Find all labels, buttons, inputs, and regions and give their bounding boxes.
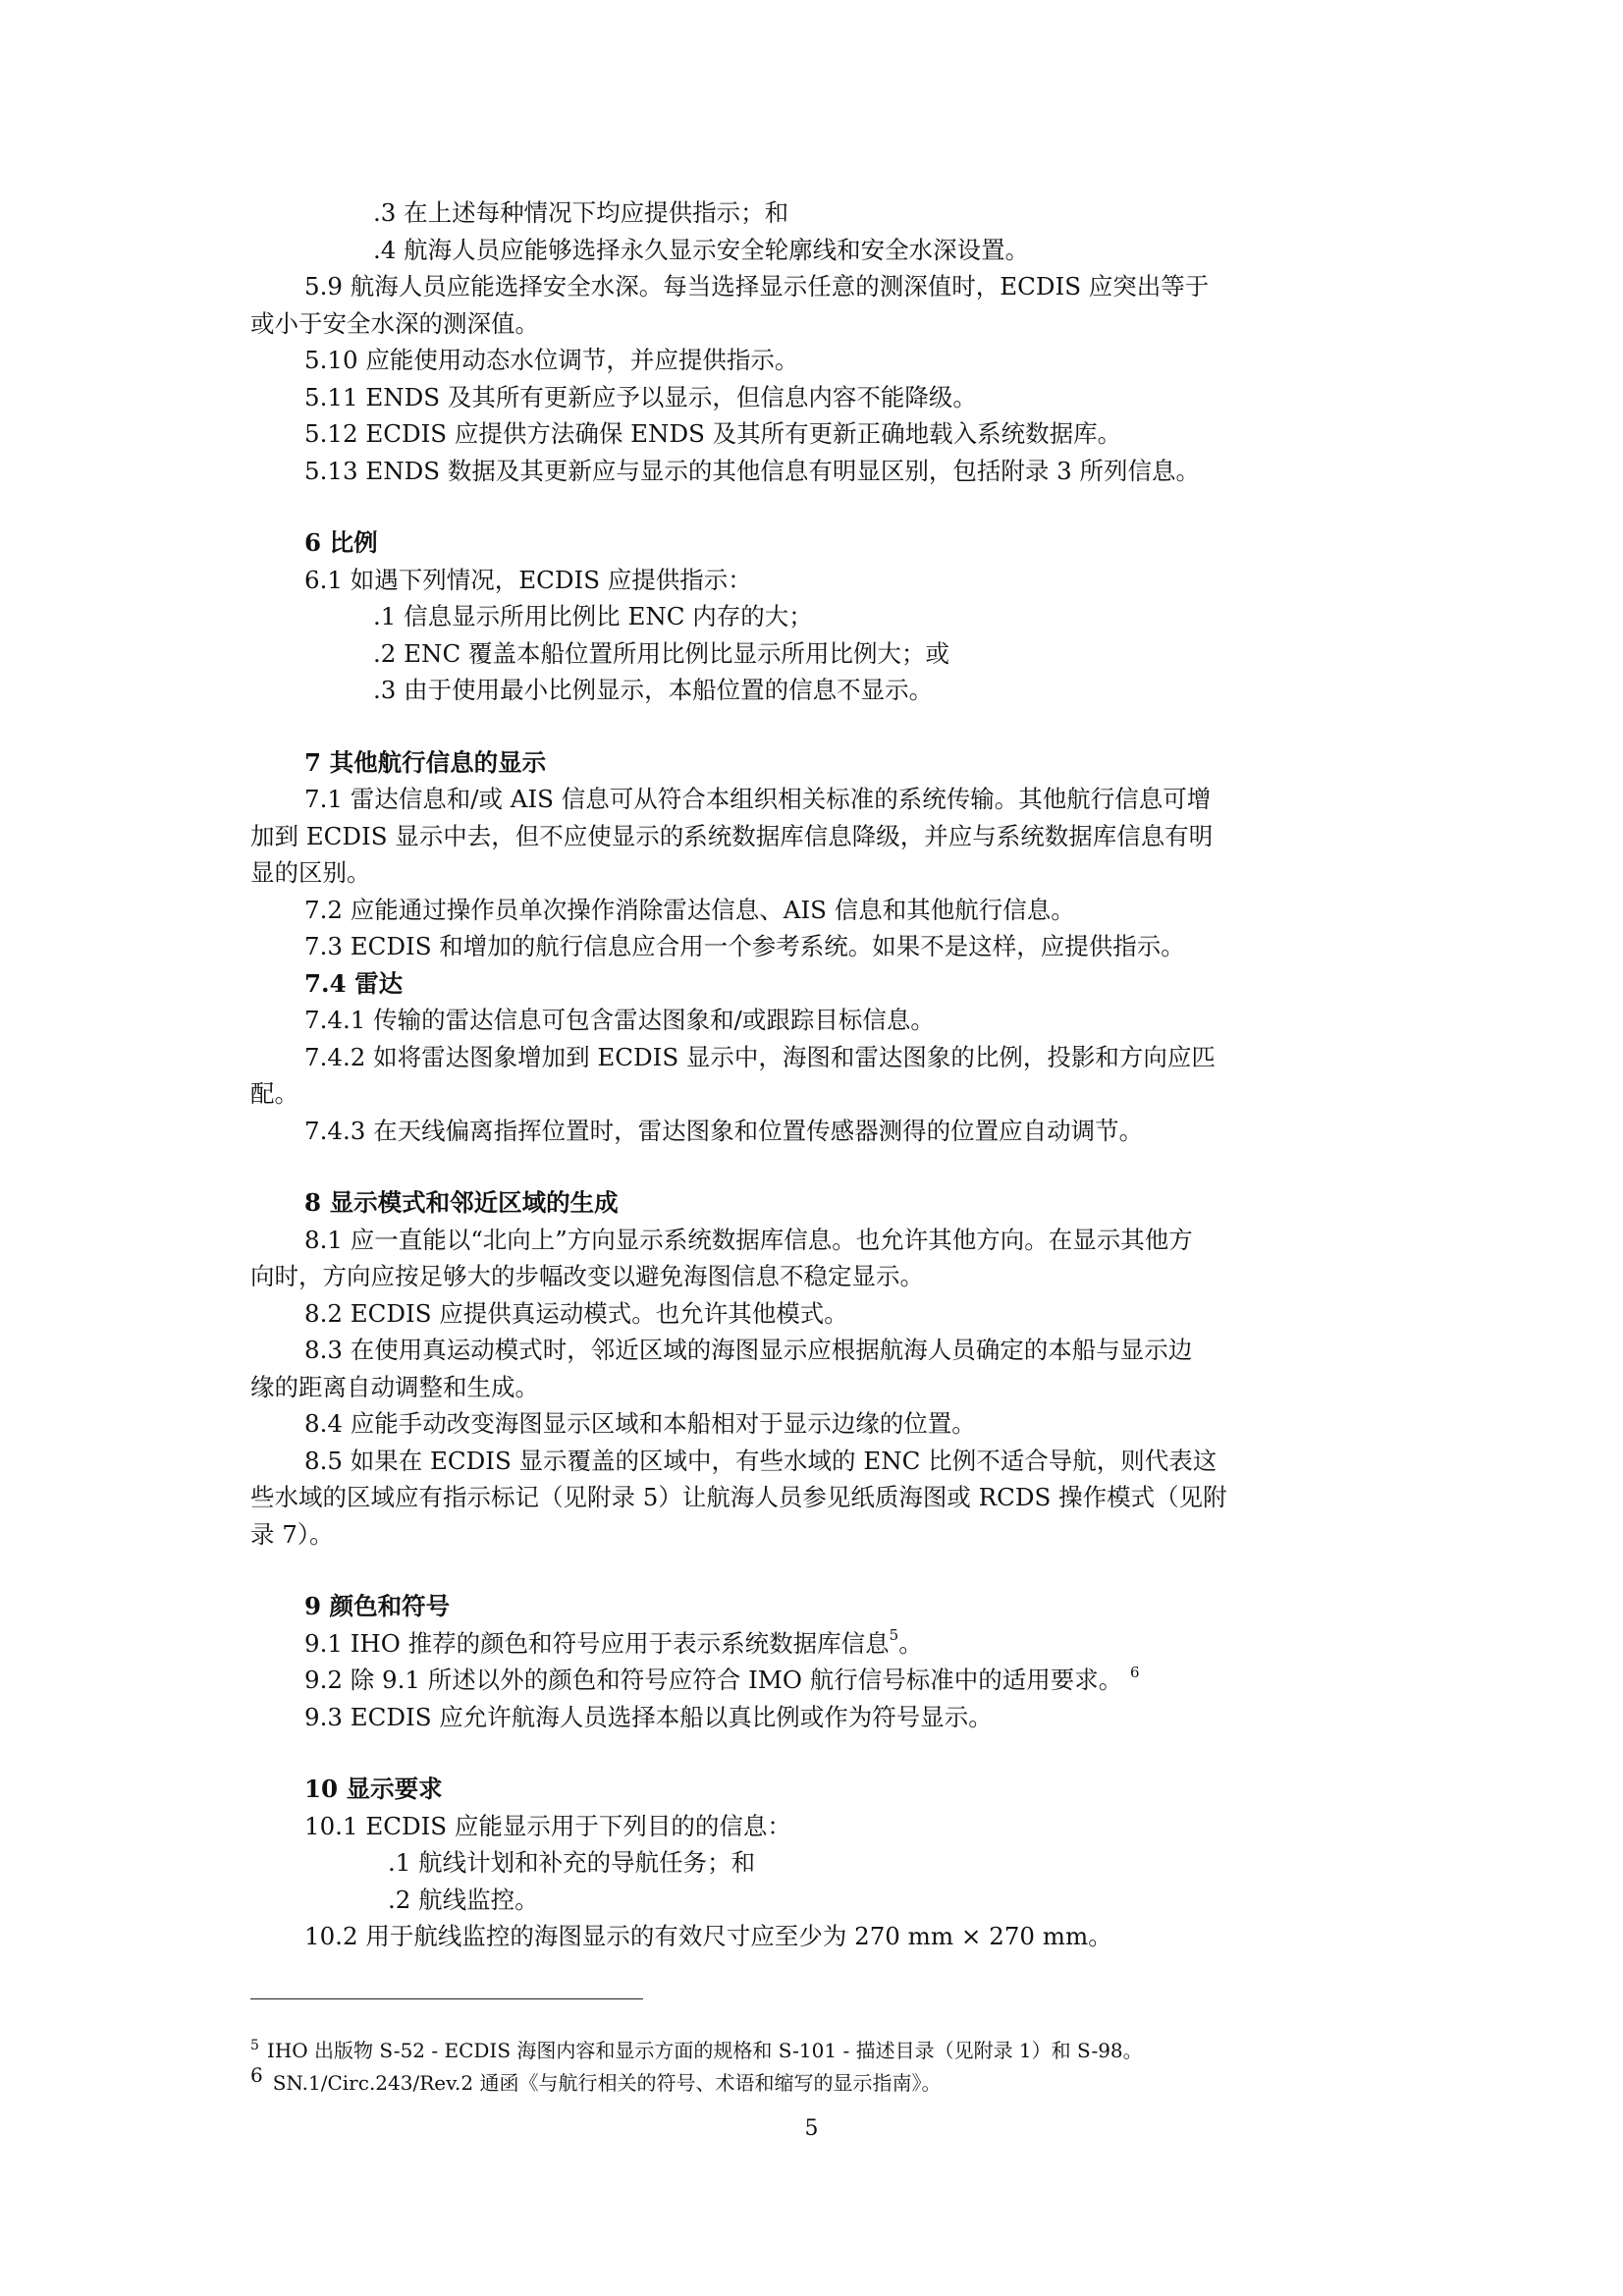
paragraph-line: 7.4.1 传输的雷达信息可包含雷达图象和/或跟踪目标信息。 <box>304 1006 935 1034</box>
paragraph-line: 向时，方向应按足够大的步幅改变以避免海图信息不稳定显示。 <box>250 1262 924 1290</box>
paragraph-line: 8.2 ECDIS 应提供真运动模式。也允许其他模式。 <box>304 1298 848 1328</box>
paragraph-line: 5.12 ECDIS 应提供方法确保 ENDS 及其所有更新正确地载入系统数据库。 <box>304 419 1122 448</box>
paragraph-line: 加到 ECDIS 显示中去，但不应使显示的系统数据库信息降级，并应与系统数据库信息有明 <box>250 821 1214 850</box>
paragraph-line <box>250 1662 1389 1699</box>
paragraph-line: 7.3 ECDIS 和增加的航行信息应合用一个参考系统。如果不是这样，应提供指示。 <box>304 932 1185 960</box>
list-item: .3 在上述每种情况下均应提供指示；和 <box>373 198 789 227</box>
section-heading-8: 8 显示模式和邻近区域的生成 <box>304 1188 619 1217</box>
paragraph-line: 配。 <box>250 1079 298 1108</box>
paragraph-line: 8.5 如果在 ECDIS 显示覆盖的区域中，有些水域的 ENC 比例不适合导航，则代表这 <box>304 1446 1217 1475</box>
paragraph-line: 或小于安全水深的测深值。 <box>250 308 539 338</box>
footnote-5 <box>250 2035 1389 2067</box>
paragraph-line: 5.10 应能使用动态水位调节，并应提供指示。 <box>304 346 799 374</box>
footnote-reference-5[interactable]: 5 <box>889 1626 899 1645</box>
paragraph-text: 。 <box>898 1628 923 1658</box>
page-number: 5 <box>804 2116 819 2141</box>
paragraph-line: 10.1 ECDIS 应能显示用于下列目的的信息： <box>304 1811 791 1840</box>
paragraph-line: 7.4.2 如将雷达图象增加到 ECDIS 显示中，海图和雷达图象的比例，投影和方向应匹 <box>304 1042 1216 1071</box>
paragraph-line: 8.4 应能手动改变海图显示区域和本船相对于显示边缘的位置。 <box>304 1409 976 1438</box>
paragraph-line: 8.1 应一直能以“北向上”方向显示系统数据库信息。也允许其他方向。在显示其他方 <box>304 1225 1193 1254</box>
section-heading-9: 9 颜色和符号 <box>304 1592 451 1620</box>
paragraph-line: 6.1 如遇下列情况，ECDIS 应提供指示： <box>304 565 752 594</box>
footnote-6 <box>250 2063 1389 2100</box>
section-heading-10: 10 显示要求 <box>304 1775 443 1803</box>
paragraph-line: 8.3 在使用真运动模式时，邻近区域的海图显示应根据航海人员确定的本船与显示边 <box>304 1336 1193 1364</box>
paragraph-line <box>250 1625 1389 1663</box>
paragraph-line: 10.2 用于航线监控的海图显示的有效尺寸应至少为 270 mm × 270 mm。 <box>304 1922 1112 1950</box>
list-item: .3 由于使用最小比例显示，本船位置的信息不显示。 <box>373 676 934 704</box>
footnote-text: IHO 出版物 S-52 - ECDIS 海图内容和显示方面的规格和 S-101 - 描述目录（见附录 1）和 S-98。 <box>266 2039 1143 2062</box>
paragraph-line: 7.2 应能通过操作员单次操作消除雷达信息、AIS 信息和其他航行信息。 <box>304 895 1075 924</box>
list-item: .1 航线计划和补充的导航任务；和 <box>388 1848 756 1877</box>
footnote-separator <box>250 1998 643 1999</box>
paragraph-line: 9.3 ECDIS 应允许航海人员选择本船以真比例或作为符号显示。 <box>304 1702 993 1731</box>
paragraph-line: 显的区别。 <box>250 858 371 887</box>
footnote-mark: 5 <box>250 2038 259 2054</box>
footnote-reference-6[interactable]: 6 <box>1130 1663 1140 1681</box>
subsection-heading-7-4: 7.4 雷达 <box>304 968 404 998</box>
paragraph-line: 7.1 雷达信息和/或 AIS 信息可从符合本组织相关标准的系统传输。其他航行信息可增 <box>304 785 1212 813</box>
paragraph-text: 9.1 IHO 推荐的颜色和符号应用于表示系统数据库信息 <box>304 1628 890 1658</box>
paragraph-text: 9.2 除 9.1 所述以外的颜色和符号应符合 IMO 航行信号标准中的适用要求。 <box>304 1666 1123 1694</box>
list-item: .2 航线监控。 <box>388 1885 539 1914</box>
paragraph-line: 录 7）。 <box>250 1519 334 1549</box>
footnote-mark: 6 <box>250 2063 263 2088</box>
list-item: .4 航海人员应能够选择永久显示安全轮廓线和安全水深设置。 <box>373 235 1030 264</box>
paragraph-line: 缘的距离自动调整和生成。 <box>250 1372 539 1401</box>
paragraph-line: 5.11 ENDS 及其所有更新应予以显示，但信息内容不能降级。 <box>304 382 977 411</box>
footnote-text: SN.1/Circ.243/Rev.2 通函《与航行相关的符号、术语和缩写的显示指南》。 <box>272 2071 942 2095</box>
section-heading-6: 6 比例 <box>304 528 378 557</box>
section-heading-7: 7 其他航行信息的显示 <box>304 747 547 777</box>
paragraph-line: 7.4.3 在天线偏离指挥位置时，雷达图象和位置传感器测得的位置应自动调节。 <box>304 1116 1144 1145</box>
list-item: .2 ENC 覆盖本船位置所用比例比显示所用比例大；或 <box>373 638 950 668</box>
paragraph-line: 5.9 航海人员应能选择安全水深。每当选择显示任意的测深值时，ECDIS 应突出等于 <box>304 272 1210 301</box>
footnotes <box>250 2035 1389 2100</box>
body-text <box>250 194 1389 1955</box>
paragraph-line: 些水域的区域应有指示标记（见附录 5）让航海人员参见纸质海图或 RCDS 操作模式（见附 <box>250 1483 1227 1511</box>
paragraph-line: 5.13 ENDS 数据及其更新应与显示的其他信息有明显区别，包括附录 3 所列信息。 <box>304 456 1201 485</box>
list-item: .1 信息显示所用比例比 ENC 内存的大； <box>373 602 813 630</box>
